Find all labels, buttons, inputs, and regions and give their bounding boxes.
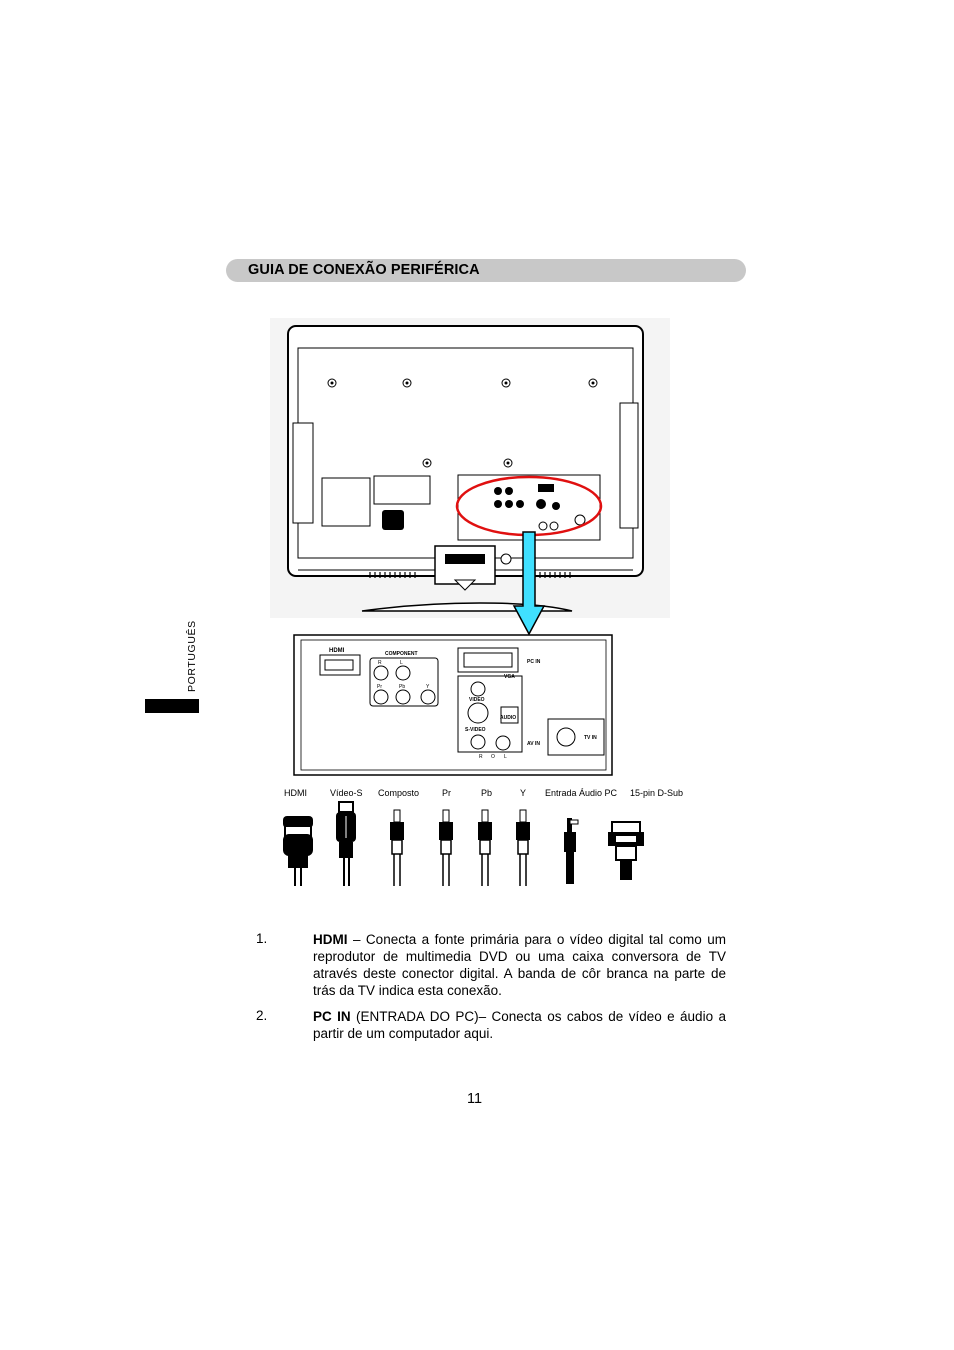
cable-illustrations [278, 798, 658, 890]
pr-cable-icon [439, 810, 453, 886]
cable-label-pb: Pb [481, 788, 493, 798]
zoom-arrow [512, 530, 546, 636]
panel-label-pc-in: PC IN [527, 659, 541, 665]
page-number: 11 [467, 1091, 483, 1107]
panel-label-tv-in: TV IN [584, 735, 597, 741]
hdmi-cable-icon [283, 816, 313, 886]
list-item-term: HDMI [313, 932, 348, 947]
panel-label-l: L [400, 660, 403, 666]
panel-label-pb: Pb [399, 684, 406, 690]
y-cable-icon [516, 810, 530, 886]
language-side-block [145, 699, 199, 713]
panel-label-r-bottom: R [479, 754, 483, 760]
panel-label-s-video: S-VIDEO [465, 727, 486, 733]
cable-label-hdmi: HDMI [284, 788, 307, 798]
list-item-term: PC IN [313, 1009, 351, 1024]
cable-label-s-video: Vídeo-S [330, 788, 363, 798]
list-item-number: 1. [256, 931, 268, 946]
panel-label-video: VIDEO [469, 697, 485, 703]
list-item [313, 1008, 726, 1042]
cable-label-pr: Pr [442, 788, 451, 798]
panel-label-r: R [378, 660, 382, 666]
cable-label-composite: Composto [378, 788, 420, 798]
list-item-text: – Conecta a fonte primária para o vídeo digital tal como um reprodutor de multimedia DVD ou uma caixa conversora de TV através deste conector digital. A banda de côr branca na parte de trás da TV indica esta conexão. [313, 932, 726, 998]
audio-jack-cable-icon [564, 818, 578, 884]
cable-label-d-sub: 15-pin D-Sub [630, 788, 684, 798]
panel-label-o: O [491, 754, 495, 760]
language-side-label: PORTUGUÊS [186, 620, 198, 692]
panel-label-hdmi: HDMI [329, 648, 345, 654]
pb-cable-icon [478, 810, 492, 886]
cable-label-audio-pc: Entrada Áudio PC [545, 788, 618, 798]
d-sub-cable-icon [608, 822, 644, 880]
tv-rear-illustration [270, 318, 670, 618]
list-item-text: (ENTRADA DO PC)– Conecta os cabos de vídeo e áudio a partir de um computador aqui. [313, 1009, 726, 1041]
section-title: GUIA DE CONEXÃO PERIFÉRICA [248, 262, 480, 278]
panel-label-component: COMPONENT [385, 651, 418, 657]
composite-cable-icon [390, 810, 404, 886]
cable-label-y: Y [520, 788, 527, 798]
panel-label-y: Y [426, 684, 430, 690]
list-item-number: 2. [256, 1008, 268, 1023]
panel-label-audio: AUDIO [500, 715, 517, 721]
panel-label-pr: Pr [377, 684, 382, 690]
panel-label-l-bottom: L [504, 754, 507, 760]
connector-panel [292, 633, 614, 777]
list-item [313, 931, 726, 999]
s-video-cable-icon [336, 802, 356, 886]
panel-label-vga: VGA [504, 674, 515, 680]
panel-label-av-in: AV IN [527, 741, 540, 747]
